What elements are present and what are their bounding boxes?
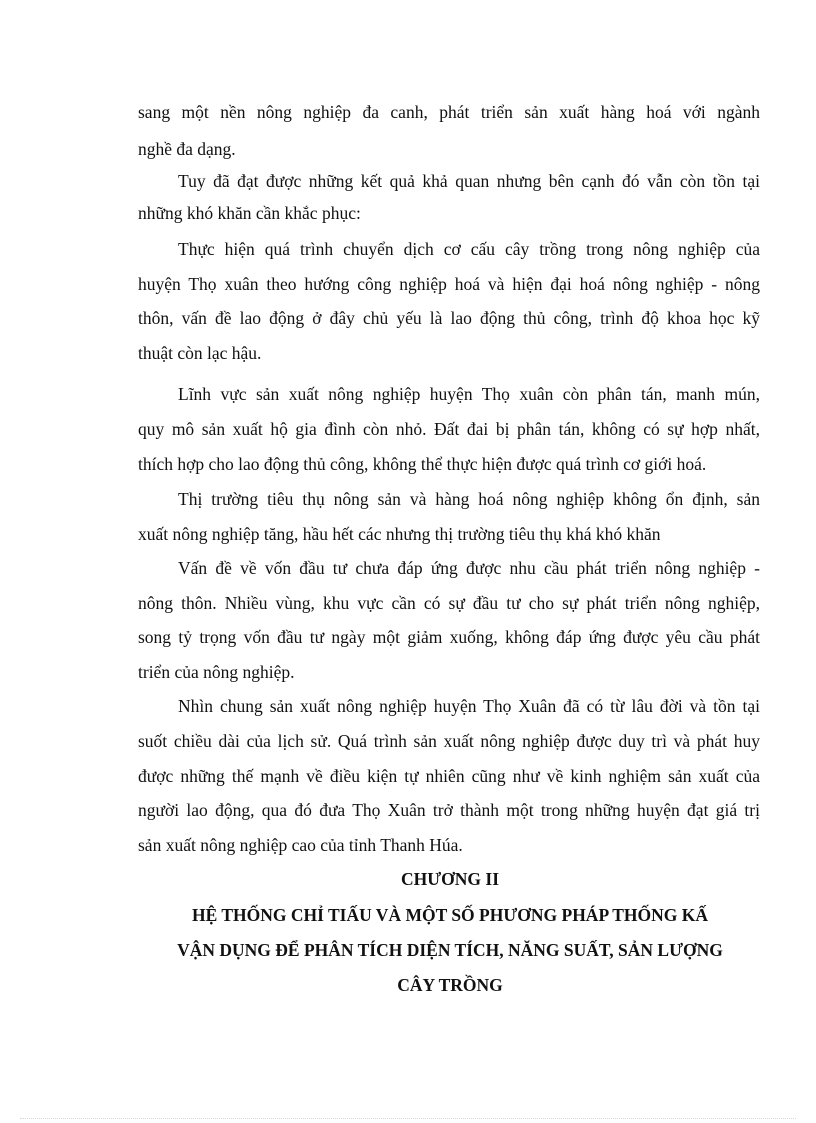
chapter-title-line: CÂY TRỒNG [397,975,503,995]
body-text-line: sản xuất nông nghiệp cao của tỉnh Thanh Húa. [138,835,463,855]
body-text-line: thích hợp cho lao động thủ công, không thể thực hiện được quá trình cơ giới hoá. [138,454,707,474]
body-text-line: suốt chiều dài của lịch sử. Quá trình sản xuất nông nghiệp được duy trì và phát huy [138,731,760,751]
chapter-title-line: HỆ THỐNG CHỈ TIẤU VÀ MỘT SỐ PHƯƠNG PHÁP THỐNG KẤ [192,905,708,925]
body-text-line: nghề đa dạng. [138,139,236,159]
body-text-line: nông thôn. Nhiều vùng, khu vực cần có sự đầu tư cho sự phát triển nông nghiệp, [138,593,760,613]
body-text-line: Vấn đề về vốn đầu tư chưa đáp ứng được nhu cầu phát triển nông nghiệp - [178,558,760,578]
body-text-line: song tỷ trọng vốn đầu tư ngày một giảm xuống, không đáp ứng được yêu cầu phát [138,627,760,647]
body-text-line: huyện Thọ xuân theo hướng công nghiệp hoá và hiện đại hoá nông nghiệp - nông [138,274,760,294]
body-text-line: xuất nông nghiệp tăng, hầu hết các nhưng thị trường tiêu thụ khá khó khăn [138,524,661,544]
body-text-line: triển của nông nghiệp. [138,662,295,682]
chapter-label: CHƯƠNG II [400,869,500,889]
body-text-line: Tuy đã đạt được những kết quả khả quan nhưng bên cạnh đó vẫn còn tồn tại [178,171,760,191]
body-text-line: sang một nền nông nghiệp đa canh, phát triển sản xuất hàng hoá với ngành [138,102,760,122]
body-text-line: được những thế mạnh về điều kiện tự nhiên cũng như về kinh nghiệm sản xuất của [138,766,760,786]
body-text-line: thôn, vấn đề lao động ở đây chủ yếu là lao động thủ công, trình độ khoa học kỹ [138,308,760,328]
body-text-line: Nhìn chung sản xuất nông nghiệp huyện Thọ Xuân đã có từ lâu đời và tồn tại [178,696,760,716]
body-text-line: những khó khăn cần khắc phục: [138,203,361,223]
body-text-line: Lĩnh vực sản xuất nông nghiệp huyện Thọ xuân còn phân tán, manh mún, [178,384,760,404]
body-text-line: người lao động, qua đó đưa Thọ Xuân trở thành một trong những huyện đạt giá trị [138,800,760,820]
chapter-title-line: VẬN DỤNG ĐỂ PHÂN TÍCH DIỆN TÍCH, NĂNG SUẤT, SẢN LƯỢNG [177,940,723,960]
body-text-line: thuật còn lạc hậu. [138,343,262,363]
body-text-line: Thị trường tiêu thụ nông sản và hàng hoá nông nghiệp không ổn định, sản [178,489,760,509]
page-bottom-divider [20,1118,796,1119]
body-text-line: quy mô sản xuất hộ gia đình còn nhỏ. Đất đai bị phân tán, không có sự hợp nhất, [138,419,760,439]
body-text-line: Thực hiện quá trình chuyển dịch cơ cấu cây trồng trong nông nghiệp của [178,239,760,259]
